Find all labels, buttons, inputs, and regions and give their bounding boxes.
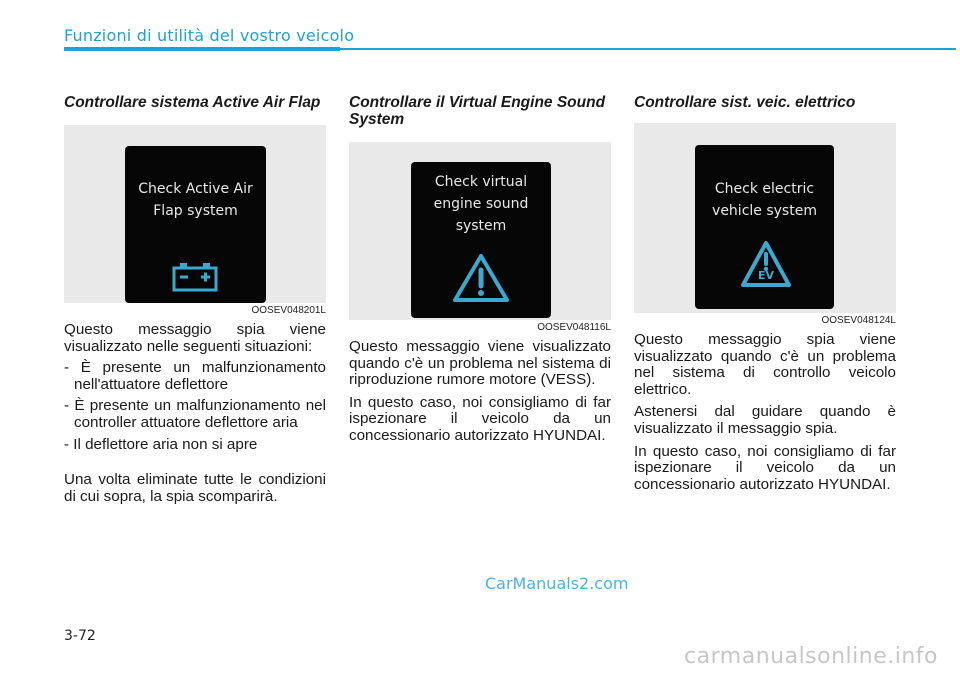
figure-vess — [349, 142, 611, 320]
figure-code: OOSEV048201L — [251, 305, 326, 316]
cluster-display — [125, 146, 266, 303]
bullet-item: - È presente un malfunzionamento nell'attuatore deflettore — [64, 359, 326, 393]
warning-triangle-icon — [451, 252, 511, 304]
header-rule-thick — [64, 47, 340, 51]
page-number: 3-72 — [64, 628, 96, 644]
column-ev-system — [634, 94, 896, 493]
display-message: Check Active Air Flap system — [138, 181, 253, 219]
paragraph: Astenersi dal guidare quando è visualizzato il messaggio spia. — [634, 403, 896, 437]
section-title-active-air-flap: Controllare sistema Active Air Flap — [64, 94, 321, 111]
bullet-item: - È presente un malfunzionamento nel controller attuatore deflettore aria — [64, 397, 326, 431]
figure-code: OOSEV048116L — [537, 322, 611, 333]
column-vess — [349, 94, 611, 445]
display-message: Check virtual engine sound system — [433, 174, 529, 234]
watermark-link[interactable]: CarManuals2.com — [485, 574, 629, 593]
column-active-air-flap — [64, 94, 326, 505]
ev-label: EV — [757, 269, 775, 282]
figure-ev-system — [634, 123, 896, 313]
cluster-display — [411, 162, 551, 318]
paragraph: Questo messaggio viene visualizzato quando c'è un problema nel sistema di riproduzione rumore motore (VESS). — [349, 338, 611, 389]
section-title-ev-system: Controllare sist. veic. elettrico — [634, 94, 856, 111]
section-title-vess: Controllare il Virtual Engine Sound System — [349, 94, 606, 128]
paragraph: In questo caso, noi consigliamo di far ispezionare il veicolo da un concessionario autorizzato HYUNDAI. — [349, 393, 611, 444]
body-text — [349, 339, 611, 445]
body-text — [64, 322, 326, 505]
paragraph: In questo caso, noi consigliamo di far ispezionare il veicolo da un concessionario autorizzato HYUNDAI. — [634, 442, 896, 493]
section-header: Funzioni di utilità del vostro veicolo — [64, 26, 355, 45]
header-rule-thin — [340, 48, 956, 50]
paragraph: Questo messaggio spia viene visualizzato nelle seguenti situazioni: — [64, 321, 326, 355]
paragraph: Questo messaggio spia viene visualizzato quando c'è un problema nel sistema di controllo veicolo elettrico. — [634, 331, 896, 398]
cluster-display — [695, 145, 834, 309]
battery-icon — [171, 260, 219, 294]
display-message: Check electric vehicle system — [712, 181, 817, 219]
body-text — [634, 332, 896, 493]
figure-code: OOSEV048124L — [821, 315, 896, 326]
bullet-list — [64, 360, 326, 453]
bullet-item: - Il deflettore aria non si apre — [64, 435, 258, 453]
paragraph: Una volta eliminate tutte le condizioni di cui sopra, la spia scomparirà. — [64, 471, 326, 505]
footer-watermark: carmanualsonline.info — [684, 644, 938, 669]
figure-active-air-flap — [64, 125, 326, 303]
